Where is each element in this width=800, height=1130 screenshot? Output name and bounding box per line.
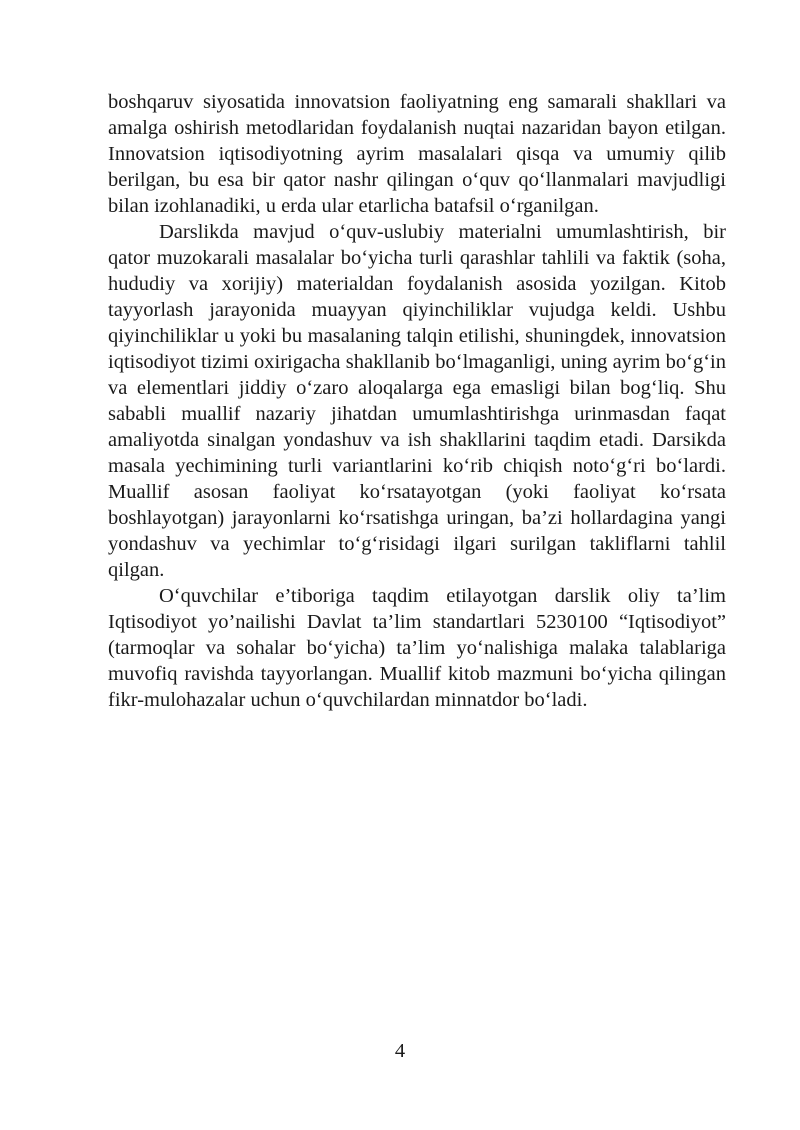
paragraph-continued: boshqaruv siyosatida innovatsion faoliyatning eng samarali shakllari va amalga oshirish metodlaridan foydalanish nuqtai nazaridan bayon etilgan. Innovatsion iqtisodiyotning ayrim masalalari qisqa va umumiy qilib berilgan, bu esa bir qator nashr qilingan o‘quv qo‘llanmalari mavjudligi bilan izohlanadiki, u erda ular etarlicha batafsil o‘rganilgan. [108, 91, 726, 217]
paragraph: O‘quvchilar e’tiboriga taqdim etilayotgan darslik oliy ta’lim Iqtisodiyot yo’nailishi Davlat ta’lim standartlari 5230100 “Iqtisodiyot” (tarmoqlar va sohalar bo‘yicha) ta’lim yo‘nalishiga malaka talablariga muvofiq ravishda tayyorlangan. Muallif kitob mazmuni bo‘yicha qilingan fikr-mulohazalar uchun o‘quvchilardan minnatdor bo‘ladi. [108, 585, 726, 711]
page-body-text [108, 89, 726, 713]
page-number: 4 [394, 1040, 406, 1062]
paragraph: Darslikda mavjud o‘quv-uslubiy materialni umumlashtirish, bir qator muzokarali masalalar bo‘yicha turli qarashlar tahlili va faktik (soha, hududiy va xorijiy) materialdan foydalanish asosida yozilgan. Kitob tayyorlash jarayonida muayyan qiyinchiliklar vujudga keldi. Ushbu qiyinchiliklar u yoki bu masalaning talqin etilishi, shuningdek, innovatsion iqtisodiyot tizimi oxirigacha shakllanib bo‘lmaganligi, uning ayrim bo‘g‘in va elementlari jiddiy o‘zaro aloqalarga ega emasligi bilan bog‘liq. Shu sababli muallif nazariy jihatdan umumlashtirishga urinmasdan faqat amaliyotda sinalgan yondashuv va ish shakllarini taqdim etadi. Darsikda masala yechimining turli variantlarini ko‘rib chiqish noto‘g‘ri bo‘lardi. Muallif asosan faoliyat ko‘rsatayotgan (yoki faoliyat ko‘rsata boshlayotgan) jarayonlarni ko‘rsatishga uringan, ba’zi hollardagina yangi yondashuv va yechimlar to‘g‘risidagi ilgari surilgan takliflarni tahlil qilgan. [108, 221, 726, 581]
